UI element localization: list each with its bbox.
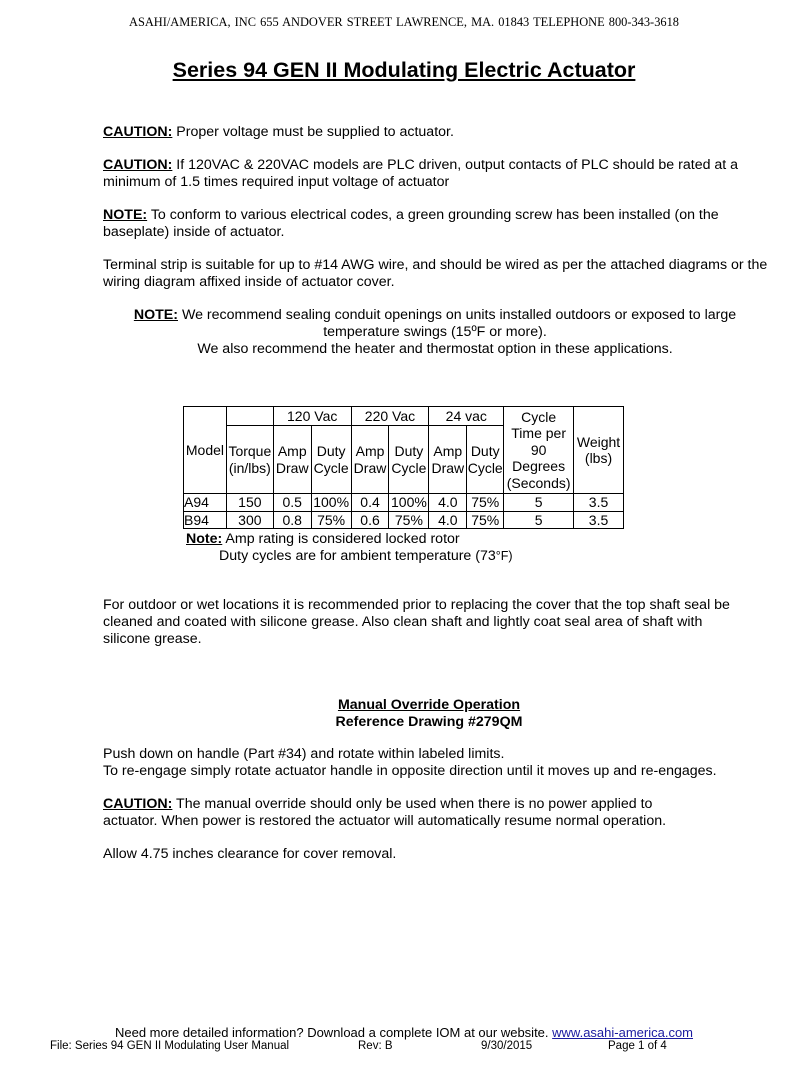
caution-text: The manual override should only be used when there is no power applied to [172,796,653,812]
table-row [184,511,624,529]
footer-info-text: Need more detailed information? Download a complete IOM at our website. [114,1025,553,1040]
header-cycle-time: Cycle Time per 90 Degrees (Seconds) [504,407,574,494]
reference-drawing: Reference Drawing #279QM [335,714,523,730]
manual-line2: To re-engage simply rotate actuator handle in opposite direction until it moves up and re-engages. [103,763,717,779]
header-amp-220: Amp Draw [351,426,389,494]
cell-duty-120: 75% [311,511,351,529]
note-label: NOTE: [103,207,148,223]
cell-model: B94 [184,511,227,529]
manual-line1: Push down on handle (Part #34) and rotate within labeled limits. [103,746,505,762]
cell-duty-220: 100% [389,494,429,512]
header-duty-120: Duty Cycle [311,426,351,494]
header-amp-120: Amp Draw [273,426,311,494]
outdoor-instructions: For outdoor or wet locations it is recommended prior to replacing the cover that the top shaft seal be cleaned and coated with silicone grease. Also clean shaft and lightly coat seal area of shaft with silicone grease. [103,597,730,647]
cell-amp-24: 4.0 [429,494,467,512]
footer-date: 9/30/2015 [481,1040,533,1052]
terminal-strip-text: Terminal strip is suitable for up to #14 AWG wire, and should be wired as per the attached diagrams or the wiring diagram affixed inside of actuator cover. [103,257,768,290]
note-unit: °F) [495,549,513,563]
header-duty-220: Duty Cycle [389,426,429,494]
table-note-line1 [186,531,606,548]
website-link[interactable]: www.asahi-america.com [552,1025,694,1040]
manual-override-heading [0,697,808,731]
cell-weight: 3.5 [574,511,624,529]
cell-duty-120: 100% [311,494,351,512]
cell-duty-24: 75% [467,494,504,512]
note-text: We recommend sealing conduit openings on units installed outdoors or exposed to large temperature swings (15ºF or more). [178,307,737,340]
caution-text: If 120VAC & 220VAC models are PLC driven, output contacts of PLC should be rated at a minimum of 1.5 times required input voltage of actuator [103,157,739,190]
table-note-line2 [186,548,606,565]
header-blank [226,407,273,426]
cell-torque: 150 [226,494,273,512]
cell-amp-120: 0.5 [273,494,311,512]
header-model: Model [184,407,227,494]
caution-label: CAUTION: [103,157,173,173]
table-header-row [184,407,624,426]
cell-duty-220: 75% [389,511,429,529]
note-label: NOTE: [133,307,178,323]
footer-file: File: Series 94 GEN II Modulating User Manual [50,1040,290,1052]
section-title: Manual Override Operation [337,697,521,713]
header-220vac: 220 Vac [351,407,429,426]
footer-page: Page 1 of 4 [608,1040,667,1052]
note-heater-text: We also recommend the heater and thermostat option in these applications. [197,341,673,357]
header-torque: Torque (in/lbs) [226,426,273,494]
specifications-table [183,406,624,529]
table-notes [186,531,606,565]
cell-model: A94 [184,494,227,512]
cell-amp-220: 0.6 [351,511,389,529]
header-weight: Weight (lbs) [574,407,624,494]
header-24vac: 24 vac [429,407,504,426]
clearance-text: Allow 4.75 inches clearance for cover removal. [103,846,397,862]
cell-amp-220: 0.4 [351,494,389,512]
caution-plc [103,157,768,191]
caution-manual-override [103,796,783,830]
caution-text: Proper voltage must be supplied to actuator. [172,124,454,140]
cell-amp-120: 0.8 [273,511,311,529]
cell-cycle: 5 [504,511,574,529]
page-title: Series 94 GEN II Modulating Electric Actuator [172,58,636,82]
letterhead: ASAHI/AMERICA, INC 655 ANDOVER STREET LAWRENCE, MA. 01843 TELEPHONE 800-343-3618 [129,15,679,29]
manual-override-instructions [103,746,783,780]
footer-rev: Rev: B [358,1040,393,1052]
cell-amp-24: 4.0 [429,511,467,529]
note-text: To conform to various electrical codes, a green grounding screw has been installed (on the baseplate) inside of actuator. [103,207,719,240]
cell-torque: 300 [226,511,273,529]
cell-duty-24: 75% [467,511,504,529]
table-row [184,494,624,512]
cell-weight: 3.5 [574,494,624,512]
caution-label: CAUTION: [103,124,173,140]
caution-label: CAUTION: [103,796,173,812]
note-grounding [103,207,743,241]
caution-text-line2: actuator. When power is restored the actuator will automatically resume normal operation. [103,813,667,829]
note-amp-text: Amp rating is considered locked rotor [222,531,460,547]
caution-voltage [103,124,763,141]
header-120vac: 120 Vac [273,407,351,426]
note-duty-text: Duty cycles are for ambient temperature (73 [219,548,496,564]
header-duty-24: Duty Cycle [467,426,504,494]
header-amp-24: Amp Draw [429,426,467,494]
note-label: Note: [186,531,223,547]
footer-info [0,1025,808,1040]
cell-cycle: 5 [504,494,574,512]
note-conduit [110,307,760,358]
